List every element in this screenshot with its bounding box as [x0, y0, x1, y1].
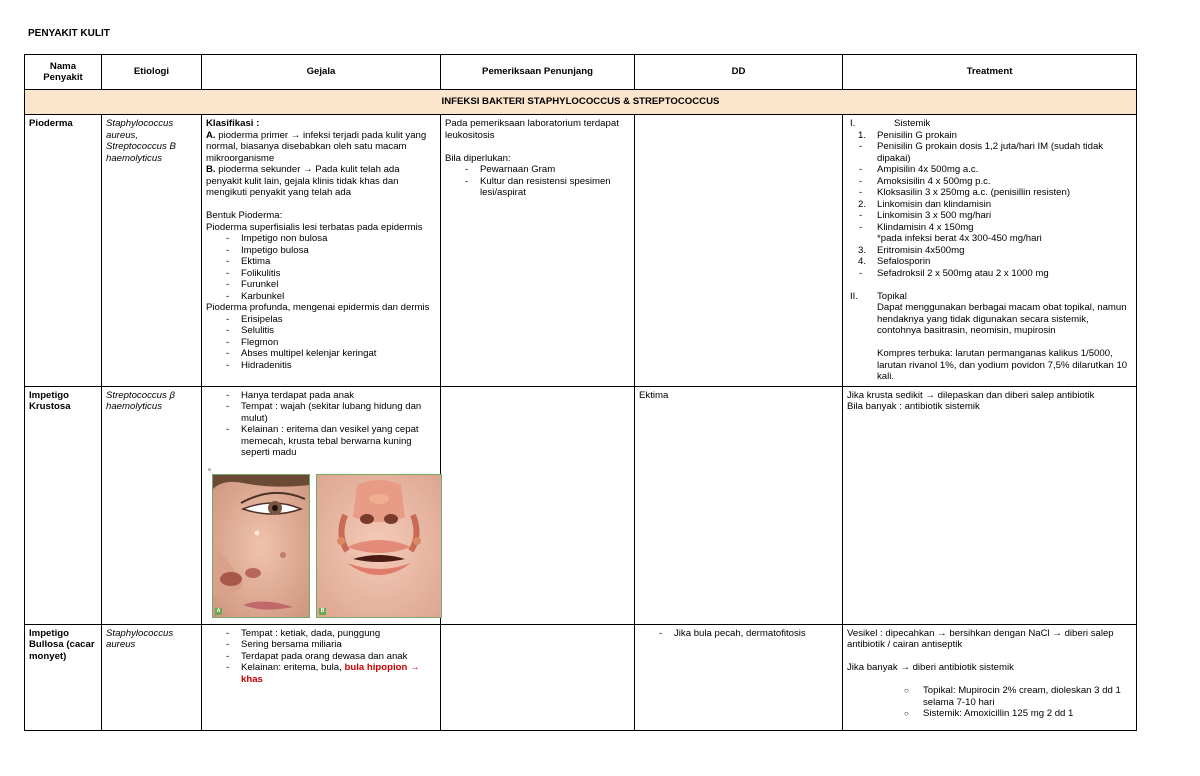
photo-tag-a: A [216, 607, 221, 614]
exam-text: Pada pemeriksaan laboratorium terdapat leukositosis [445, 118, 619, 141]
treatment-systemic-heading: I. Sistemik [850, 118, 931, 129]
header-penunjang: Pemeriksaan Penunjang [441, 55, 635, 90]
list-item: - Kultur dan resistensi spesimen lesi/aspirat [445, 176, 630, 199]
header-treatment: Treatment [843, 55, 1137, 90]
list-item: 3. Eritromisin 4x500mg [847, 245, 1132, 257]
etiology: Streptococcus β haemolyticus [102, 386, 202, 624]
table-row [25, 386, 1137, 624]
symptoms [202, 624, 441, 730]
disease-name: Pioderma [25, 115, 102, 387]
disease-name: Impetigo Bullosa (cacar monyet) [25, 624, 102, 730]
clinical-photos [206, 465, 436, 614]
list-item: 1. Penisilin G prokain [847, 130, 1132, 142]
photo-tag-b: B [320, 607, 325, 614]
face-eye-illustration [213, 475, 309, 617]
list-item: - Klindamisin 4 x 150mg [847, 222, 1132, 234]
list-item: - Tempat : wajah (sekitar lubang hidung dan mulut) [206, 401, 436, 424]
form-label: Bentuk Pioderma: [206, 210, 283, 221]
treatment-topical-text: Dapat menggunakan berbagai macam obat topikal, namun hendaknya yang tidak digunakan secara sistemik, contohnya basitrasin, neomisin, mupirosin [877, 302, 1127, 336]
list-item: - Kloksasilin 3 x 250mg a.c. (penisillin resisten) [847, 187, 1132, 199]
supporting-exam [441, 386, 635, 624]
treatment [843, 386, 1137, 624]
list-item: - Pewarnaan Gram [445, 164, 630, 176]
list-item: - Penisilin G prokain dosis 1,2 juta/hari IM (sudah tidak dipakai) [847, 141, 1132, 164]
profunda-label: Pioderma profunda, mengenai epidermis dan dermis [206, 302, 430, 313]
table-row [25, 115, 1137, 387]
classification-a: A. pioderma primer → infeksi terjadi pada kulit yang normal, biasanya disebabkan oleh satu macam mikroorganisme [206, 129, 427, 164]
etiology: Staphylococcus aureus, Streptococcus B haemolyticus [102, 115, 202, 387]
list-item: - Furunkel [206, 279, 436, 291]
list-item: *pada infeksi berat 4x 300-450 mg/hari [877, 233, 1042, 244]
treatment-compress-text: Kompres terbuka: larutan permanganas kalikus 1/5000, larutan rivanol 1%, dan yodium povidon 7,5% dilarutkan 10 kali. [877, 348, 1128, 382]
treatment-list [847, 685, 1132, 720]
list-item: - Karbunkel [206, 291, 436, 303]
treatment-text: Bila banyak : antibiotik sistemik [847, 401, 980, 412]
list-item: - Linkomisin 3 x 500 mg/hari [847, 210, 1132, 222]
treatment-systemic-list [847, 130, 1132, 280]
clinical-photo-eye-nose [212, 474, 310, 618]
treatment-text: Jika banyak → diberi antibiotik sistemik [847, 662, 1014, 673]
disease-name: Impetigo Krustosa [25, 386, 102, 624]
etiology: Staphylococcus aureus [102, 624, 202, 730]
list-item: - Selulitis [206, 325, 436, 337]
list-item: - Erisipelas [206, 314, 436, 326]
profunda-list [206, 314, 436, 372]
exam-text: Bila diperlukan: [445, 152, 511, 164]
list-item: - Ampisilin 4x 500mg a.c. [847, 164, 1132, 176]
classification-label: Klasifikasi : [206, 118, 260, 129]
list-item: ○ Topikal: Mupirocin 2% cream, dioleskan 3 dd 1 selama 7-10 hari [847, 685, 1132, 708]
list-item: - Impetigo non bulosa [206, 233, 436, 245]
list-item: - Sefadroksil 2 x 500mg atau 2 x 1000 mg [847, 268, 1132, 280]
list-item: - Hanya terdapat pada anak [206, 390, 436, 402]
list-item: - Terdapat pada orang dewasa dan anak [206, 651, 436, 663]
table-header-row [25, 55, 1137, 90]
list-item: - Abses multipel kelenjar keringat [206, 348, 436, 360]
symptom-list [206, 628, 436, 686]
differential-diagnosis [635, 624, 843, 730]
treatment-text: Jika krusta sedikit → dilepaskan dan diberi salep antibiotik [847, 389, 1095, 401]
photo-small-label: a [208, 466, 211, 473]
section-title: INFEKSI BAKTERI STAPHYLOCOCCUS & STREPTOCOCCUS [25, 90, 1137, 115]
supporting-exam [441, 624, 635, 730]
symptoms [202, 386, 441, 624]
superficial-list [206, 233, 436, 302]
disease-table [24, 54, 1137, 731]
list-item: 2. Linkomisin dan klindamisin [847, 199, 1132, 211]
supporting-exam [441, 115, 635, 387]
list-item: - Flegmon [206, 337, 436, 349]
list-item: 4. Sefalosporin [847, 256, 1132, 268]
header-dd: DD [635, 55, 843, 90]
treatment-text: Vesikel : dipecahkan → bersihkan dengan NaCl → diberi salep antibiotik / cairan antiseptik [847, 627, 1114, 650]
symptoms [202, 115, 441, 387]
differential-diagnosis [635, 115, 843, 387]
exam-list [445, 164, 630, 199]
header-gejala: Gejala [202, 55, 441, 90]
page-title: PENYAKIT KULIT [28, 28, 110, 39]
list-item: - Kelainan : eritema dan vesikel yang cepat memecah, krusta tebal berwarna kuning seperti madu [206, 424, 436, 459]
classification-b: B. pioderma sekunder → Pada kulit telah ada penyakit kulit lain, gejala klinis tidak khas dan mengikuti penyakit yang telah ada [206, 164, 400, 198]
list-item: - Tempat : ketiak, dada, punggung [206, 628, 436, 640]
section-row [25, 90, 1137, 115]
superficial-label: Pioderma superfisialis lesi terbatas pada epidermis [206, 221, 423, 233]
list-item: - Amoksisilin 4 x 500mg p.c. [847, 176, 1132, 188]
dd-list [639, 628, 838, 640]
list-item: ○ Sistemik: Amoxicillin 125 mg 2 dd 1 [847, 708, 1132, 720]
list-item: - Folikulitis [206, 268, 436, 280]
differential-diagnosis: Ektima [635, 386, 843, 624]
header-nama: Nama Penyakit [25, 55, 102, 90]
clinical-photo-mouth [316, 474, 442, 618]
lips-crust-illustration [317, 475, 441, 617]
header-etiologi: Etiologi [102, 55, 202, 90]
list-item: - Ektima [206, 256, 436, 268]
list-item: - Jika bula pecah, dermatofitosis [639, 628, 838, 640]
list-item: - Impetigo bulosa [206, 245, 436, 257]
key-finding-text: bula hipopion → khas [241, 662, 420, 685]
list-item: - Hidradenitis [206, 360, 436, 372]
list-item: - Kelainan: eritema, bula, bula hipopion → khas [206, 662, 436, 685]
treatment-topical-heading: II. Topikal [850, 290, 907, 302]
list-item: - Sering bersama miliaria [206, 639, 436, 651]
symptom-list [206, 390, 436, 459]
treatment [843, 624, 1137, 730]
table-row [25, 624, 1137, 730]
treatment [843, 115, 1137, 387]
